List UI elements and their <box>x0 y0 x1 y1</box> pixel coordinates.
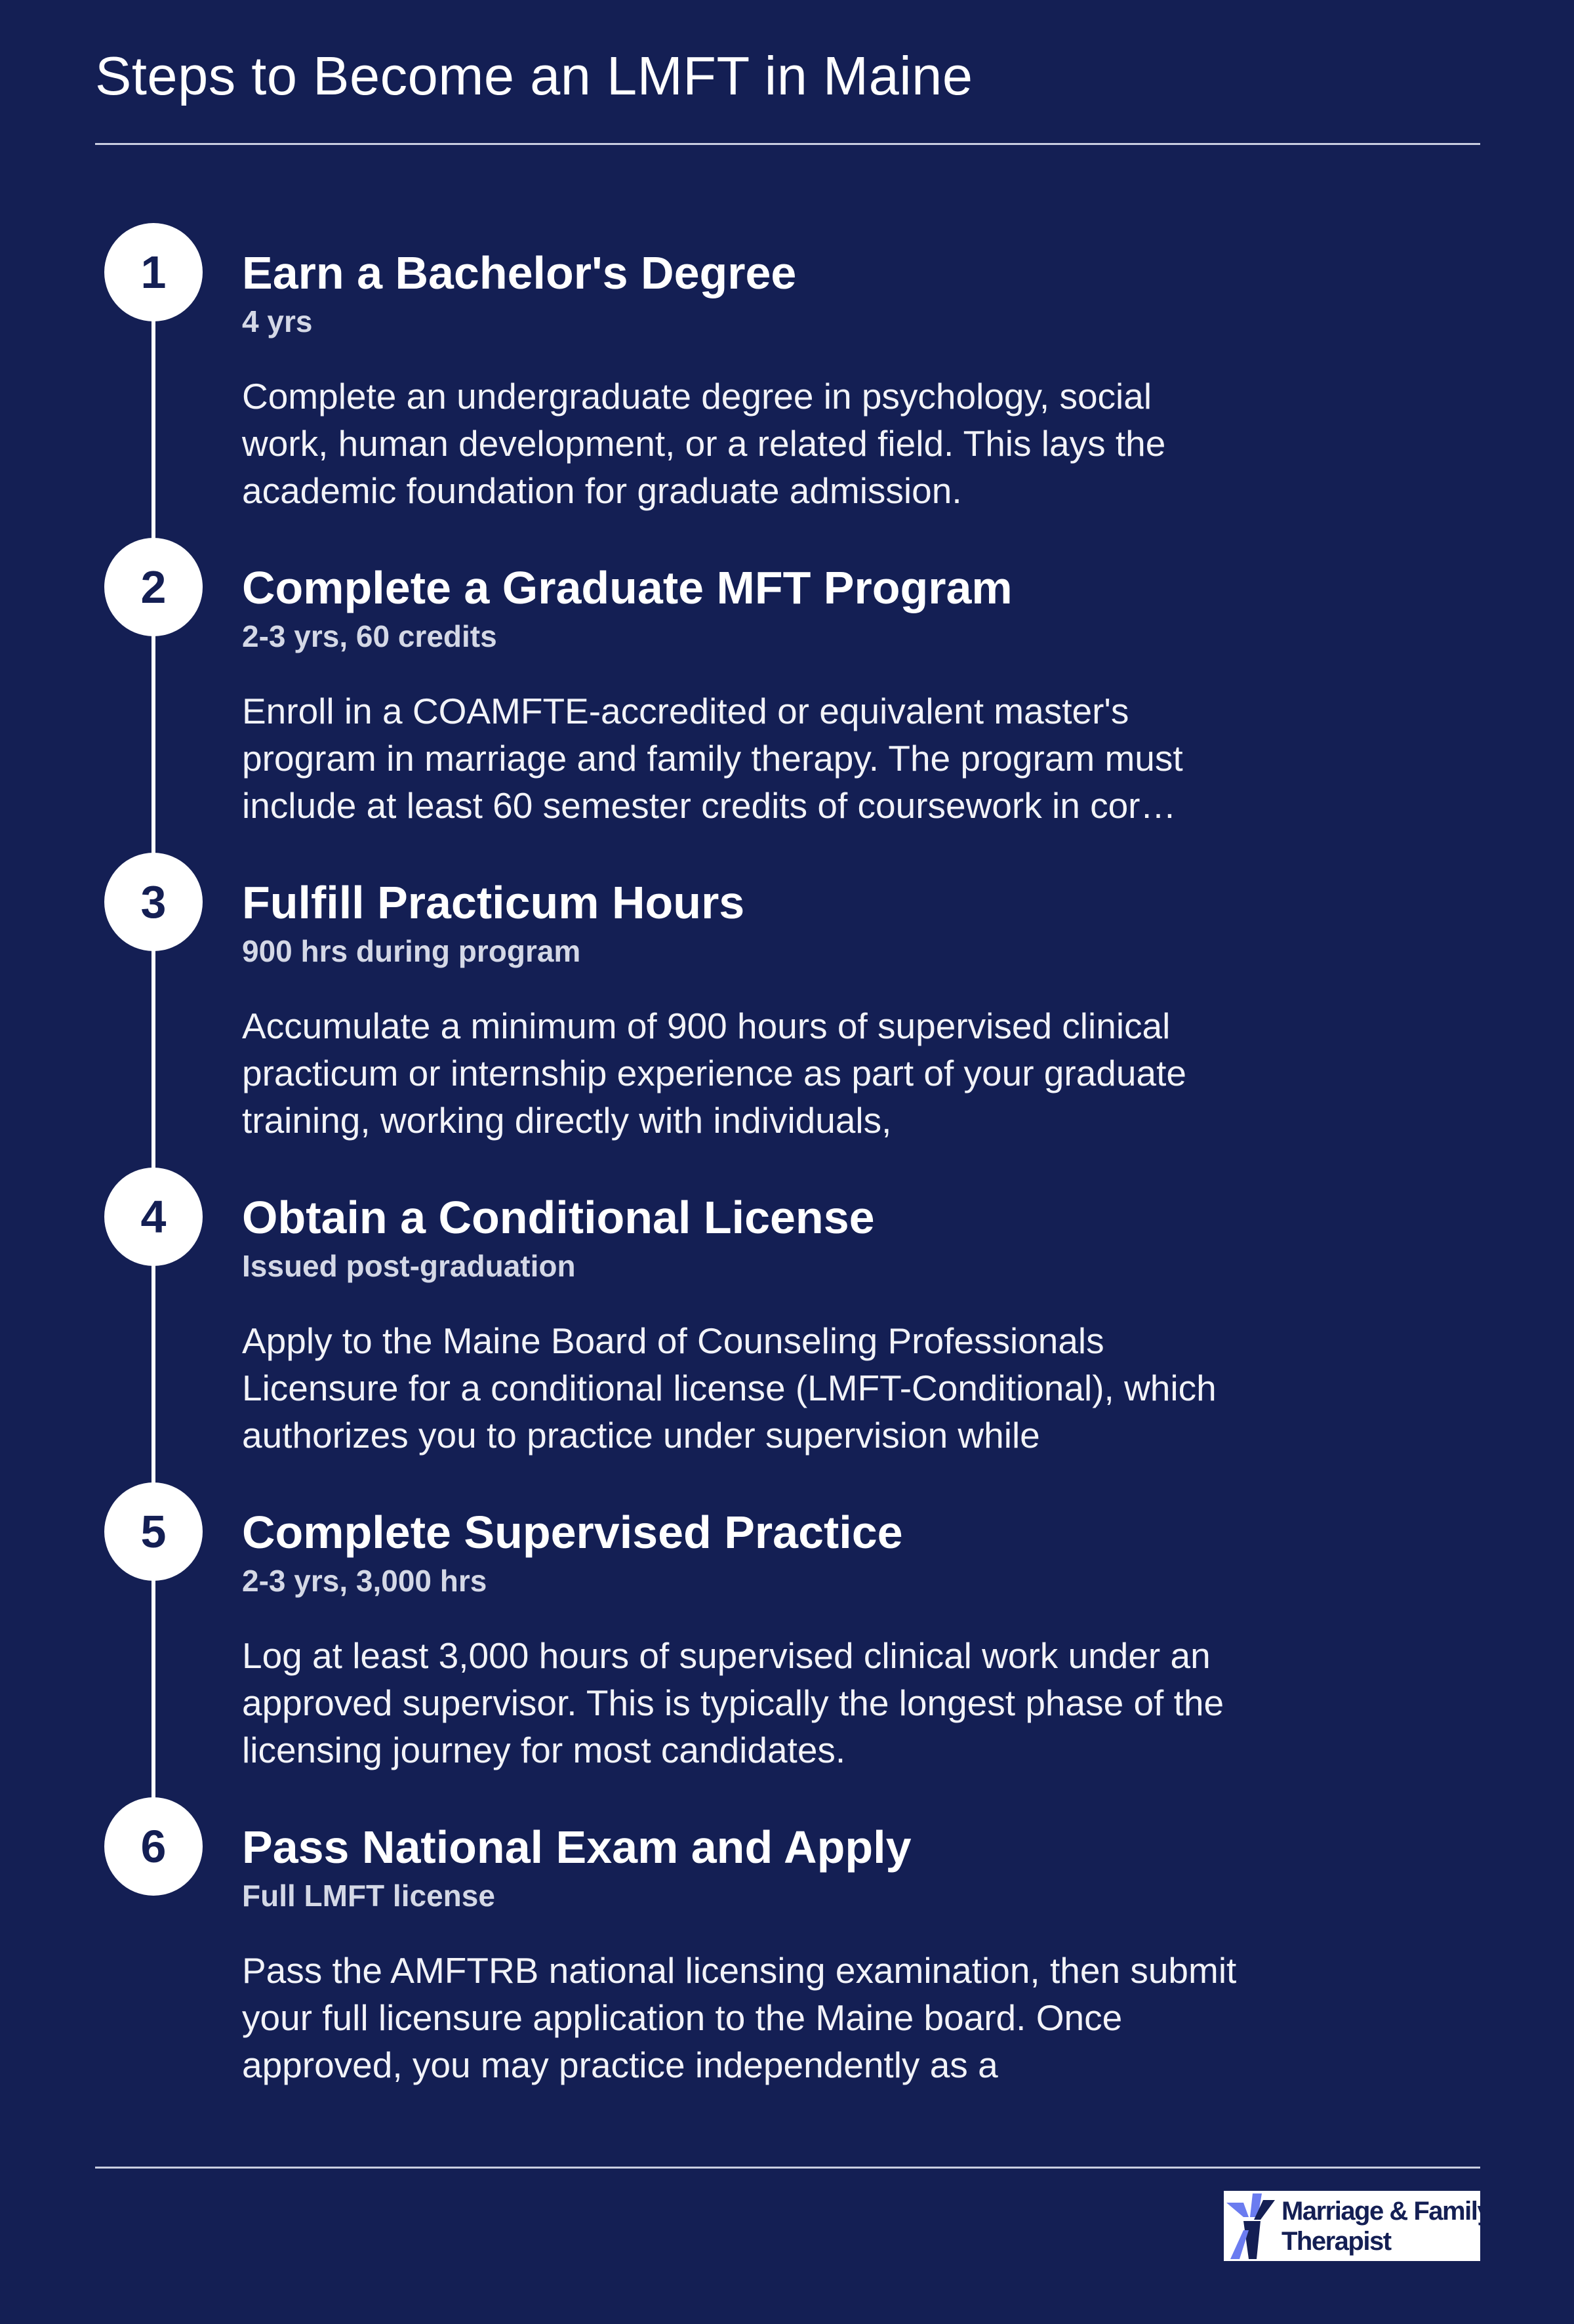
header-divider <box>95 143 1480 145</box>
step-1 <box>0 223 1574 538</box>
logo-line-1: Marriage & Family <box>1281 2197 1491 2226</box>
step-title: Earn a Bachelor's Degree <box>242 247 797 298</box>
step-description: Log at least 3,000 hours of supervised clinical work under an approved supervisor. This is typically the longest phase of the licensing journey for most candidates. <box>242 1635 1224 1770</box>
footer-divider <box>95 2167 1480 2169</box>
step-number-circle: 2 <box>104 538 203 636</box>
step-number-circle: 4 <box>104 1168 203 1266</box>
step-duration: 4 yrs <box>242 304 313 338</box>
step-2 <box>0 538 1574 853</box>
page-title: Steps to Become an LMFT in Maine <box>95 45 973 106</box>
step-description: Enroll in a COAMFTE-accredited or equivalent master's program in marriage and family therapy. The program must include at least 60 semester credits of coursework in cor… <box>242 691 1183 826</box>
step-description: Complete an undergraduate degree in psychology, social work, human development, or a related field. This lays the academic foundation for graduate admission. <box>242 376 1166 511</box>
step-duration: Issued post-graduation <box>242 1249 576 1283</box>
step-duration: 2-3 yrs, 3,000 hrs <box>242 1564 487 1598</box>
step-title: Fulfill Practicum Hours <box>242 877 745 928</box>
step-description: Accumulate a minimum of 900 hours of supervised clinical practicum or internship experience as part of your graduate training, working directly with individuals, <box>242 1006 1186 1141</box>
step-description: Apply to the Maine Board of Counseling Professionals Licensure for a conditional license (LMFT-Conditional), which authorizes you to practice under supervision while <box>242 1320 1217 1456</box>
step-6 <box>0 1797 1574 2112</box>
step-3 <box>0 853 1574 1168</box>
step-duration: Full LMFT license <box>242 1879 495 1913</box>
step-number-circle: 6 <box>104 1797 203 1896</box>
step-number-circle: 5 <box>104 1482 203 1581</box>
step-description: Pass the AMFTRB national licensing examination, then submit your full licensure application to the Maine board. Once approved, you may practice independently as a <box>242 1950 1237 2085</box>
step-number-circle: 1 <box>104 223 203 321</box>
step-number-circle: 3 <box>104 853 203 951</box>
step-5 <box>0 1482 1574 1797</box>
step-title: Complete Supervised Practice <box>242 1507 903 1558</box>
step-duration: 2-3 yrs, 60 credits <box>242 619 497 653</box>
step-4 <box>0 1168 1574 1482</box>
step-duration: 900 hrs during program <box>242 934 581 968</box>
step-title: Complete a Graduate MFT Program <box>242 562 1013 613</box>
brand-logo <box>1224 2191 1491 2261</box>
person-figure-logo-icon <box>1224 2191 1276 2261</box>
logo-line-2: Therapist <box>1281 2227 1391 2256</box>
step-title: Pass National Exam and Apply <box>242 1822 912 1873</box>
step-title: Obtain a Conditional License <box>242 1192 875 1243</box>
logo-wordmark <box>1281 2196 1491 2256</box>
